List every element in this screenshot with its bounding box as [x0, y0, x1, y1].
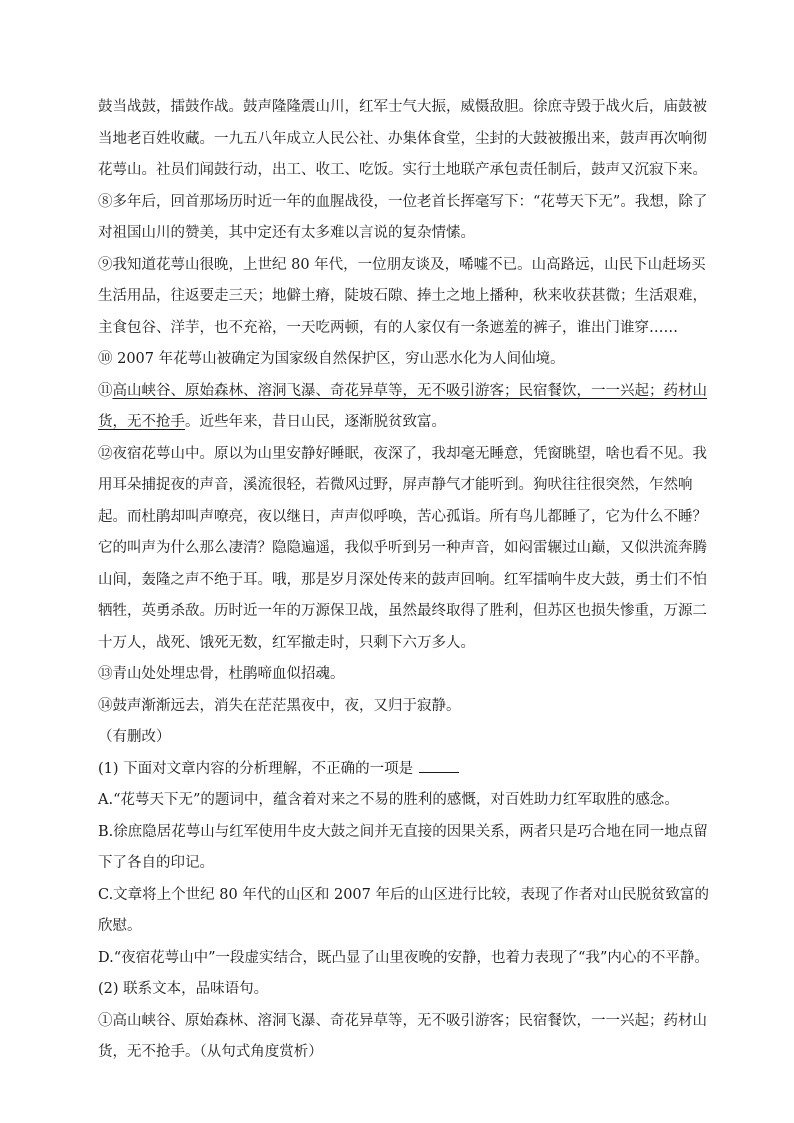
- paragraph-11-underlined-sentence: 高山峡谷、原始森林、溶洞飞瀑、奇花异草等，无不吸引游客；民宿餐饮，一一兴起；药材山货，无不抢手: [98, 382, 707, 430]
- question-1-stem: [98, 754, 710, 786]
- paragraph-12: ⑫夜宿花萼山中。原以为山里安静好睡眠，夜深了，我却毫无睡意，凭窗眺望，啥也看不见。我用耳朵捕捉夜的声音，溪流很轻，若微风过野，屏声静气才能听到。狗吠往往很突然，乍然响起。而杜鹃却叫声嘹亮，夜以继日，声声似呼唤，苦心孤诣。所有鸟儿都睡了，它为什么不睡？它的叫声为什么那么凄清？隐隐遍遥，我似乎听到另一种声音，如闷雷辗过山巅，又似洪流奔腾山间，轰隆之声不绝于耳。哦，那是岁月深处传来的鼓声回响。红军擂响牛皮大鼓，勇士们不怕牺牲，英勇杀敌。历时近一年的万源保卫战，虽然最终取得了胜利，但苏区也损失惨重，万源二十万人，战死、饿死无数，红军撤走时，只剩下六万多人。: [98, 445, 707, 651]
- paragraph-9: ⑨我知道花萼山很晚，上世纪 80 年代，一位朋友谈及，唏嘘不已。山高路远，山民下山赶场买生活用品，往返要走三天；地僻土瘠，陡坡石隙、捧土之地上播种，秋来收获甚微；生活艰难，主食包谷、洋芋，也不充裕，一天吃两顿，有的人家仅有一条遮羞的裤子，谁出门谁穿……: [98, 256, 707, 336]
- edit-note: （有删改）: [98, 729, 171, 745]
- paragraph-7-continued: 鼓当战鼓，擂鼓作战。鼓声隆隆震山川，红军士气大振，威慑敌胆。徐庶寺毁于战火后，庙鼓被当地老百姓收藏。一九五八年成立人民公社、办集体食堂，尘封的大鼓被搬出来，鼓声再次响彻花萼山。社员们闻鼓行动，出工、收工、吃饭。实行土地联产承包责任制后，鼓声又沉寂下来。: [98, 99, 707, 178]
- paragraph-10: ⑩ 2007 年花萼山被确定为国家级自然保护区，穷山恶水化为人间仙境。: [98, 351, 565, 367]
- paragraph-14: ⑭鼓声渐渐远去，消失在茫茫黑夜中，夜，又归于寂静。: [98, 697, 461, 714]
- question-1-option-c: C.文章将上个世纪 80 年代的山区和 2007 年后的山区进行比较，表现了作者对山民脱贫致富的欣慰。: [98, 886, 709, 934]
- question-1-text: (1) 下面对文章内容的分析理解，不正确的一项是: [98, 760, 414, 777]
- paragraph-11-number: ⑪: [98, 382, 113, 399]
- question-2-sub-1: ①高山峡谷、原始森林、溶洞飞瀑、奇花异草等，无不吸引游客；民宿餐饮，一一兴起；药材山货，无不抢手。（从句式角度赏析）: [98, 1012, 707, 1060]
- question-1-option-d: D.“夜宿花萼山中”一段虚实结合，既凸显了山里夜晚的安静，也着力表现了“我”内心的不平静。: [98, 949, 709, 966]
- paragraph-13: ⑬青山处处埋忠骨，杜鹃啼血似招魂。: [98, 666, 345, 682]
- question-1-option-b: B.徐庶隐居花萼山与红军使用牛皮大鼓之间并无直接的因果关系，两者只是巧合地在同一地点留下了各自的印记。: [98, 823, 708, 871]
- question-2-stem: (2) 联系文本，品味语句。: [98, 981, 269, 997]
- question-1-option-a: A.“花萼天下无”的题词中，蕴含着对来之不易的胜利的感慨，对百姓助力红军取胜的感念。: [98, 792, 679, 808]
- paragraph-11: [98, 376, 710, 439]
- paragraph-11-rest: 。近些年来，昔日山民，逐渐脱贫致富。: [185, 414, 446, 430]
- paragraph-8: ⑧多年后，回首那场历时近一年的血腥战役，一位老首长挥毫写下：“花萼天下无”。我想，除了对祖国山川的赞美，其中定还有太多难以言说的复杂情愫。: [98, 193, 708, 241]
- answer-blank[interactable]: [419, 760, 459, 773]
